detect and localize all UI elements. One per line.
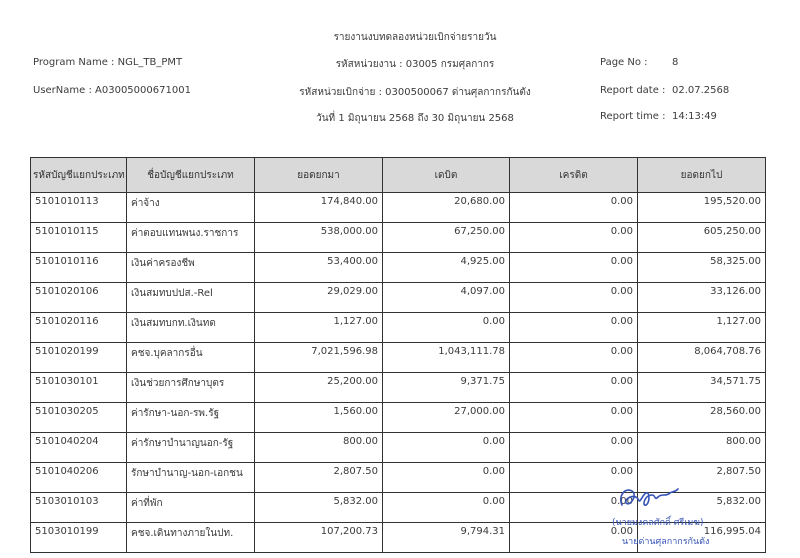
col-header-account-code: รหัสบัญชีแยกประเภท <box>31 158 127 193</box>
cell-brought-forward: 5,832.00 <box>255 493 383 523</box>
cell-carried-forward: 58,325.00 <box>638 253 766 283</box>
cell-debit: 0.00 <box>383 463 510 493</box>
cell-debit: 0.00 <box>383 493 510 523</box>
cell-brought-forward: 2,807.50 <box>255 463 383 493</box>
cell-credit: 0.00 <box>510 223 638 253</box>
cell-debit: 4,925.00 <box>383 253 510 283</box>
cell-debit: 27,000.00 <box>383 403 510 433</box>
table-row <box>31 193 766 223</box>
cell-carried-forward: 5,832.00 <box>638 493 766 523</box>
cell-account-code: 5103010199 <box>31 523 127 553</box>
cell-credit: 0.00 <box>510 313 638 343</box>
cell-brought-forward: 7,021,596.98 <box>255 343 383 373</box>
cell-brought-forward: 53,400.00 <box>255 253 383 283</box>
agency-code: รหัสหน่วยงาน : 03005 กรมศุลกากร <box>335 59 495 70</box>
disbursing-unit: รหัสหน่วยเบิกจ่าย : 0300500067 ด่านศุลกากรกันตัง <box>299 87 531 98</box>
cell-debit: 67,250.00 <box>383 223 510 253</box>
cell-account-name: ค่ารักษาบำนาญนอก-รัฐ <box>127 433 255 463</box>
cell-debit: 0.00 <box>383 433 510 463</box>
cell-carried-forward: 33,126.00 <box>638 283 766 313</box>
cell-account-name: ค่าตอบแทนพนง.ราชการ <box>127 223 255 253</box>
cell-account-name: เงินค่าครองชีพ <box>127 253 255 283</box>
cell-credit: 0.00 <box>510 193 638 223</box>
cell-account-code: 5101020116 <box>31 313 127 343</box>
date-range: วันที่ 1 มิถุนายน 2568 ถึง 30 มิถุนายน 2568 <box>316 113 514 124</box>
table-row <box>31 433 766 463</box>
col-header-carried-forward: ยอดยกไป <box>638 158 766 193</box>
cell-carried-forward: 8,064,708.76 <box>638 343 766 373</box>
report-date-label: Report date : <box>600 85 666 96</box>
cell-brought-forward: 29,029.00 <box>255 283 383 313</box>
cell-brought-forward: 174,840.00 <box>255 193 383 223</box>
table-row <box>31 403 766 433</box>
cell-credit: 0.00 <box>510 493 638 523</box>
cell-brought-forward: 800.00 <box>255 433 383 463</box>
cell-account-code: 5101020106 <box>31 283 127 313</box>
col-header-debit: เดบิต <box>383 158 510 193</box>
table-row <box>31 253 766 283</box>
cell-brought-forward: 25,200.00 <box>255 373 383 403</box>
table-row <box>31 373 766 403</box>
report-time-label: Report time : <box>600 111 666 122</box>
cell-account-code: 5101030101 <box>31 373 127 403</box>
cell-debit: 0.00 <box>383 313 510 343</box>
cell-account-code: 5101020199 <box>31 343 127 373</box>
table-row <box>31 223 766 253</box>
page-no-label: Page No : <box>600 57 648 68</box>
signer-name: (นายมงคลศักดิ์ ศรีเมฆ) <box>612 518 704 528</box>
table-row <box>31 283 766 313</box>
cell-credit: 0.00 <box>510 523 638 553</box>
cell-carried-forward: 1,127.00 <box>638 313 766 343</box>
report-title: รายงานงบทดลองหน่วยเบิกจ่ายรายวัน <box>333 32 497 43</box>
col-header-account-name: ชื่อบัญชีแยกประเภท <box>127 158 255 193</box>
cell-debit: 9,371.75 <box>383 373 510 403</box>
cell-credit: 0.00 <box>510 403 638 433</box>
cell-carried-forward: 28,560.00 <box>638 403 766 433</box>
cell-carried-forward: 116,995.04 <box>638 523 766 553</box>
cell-debit: 20,680.00 <box>383 193 510 223</box>
report-time: 14:13:49 <box>672 111 717 122</box>
username: UserName : A03005000671001 <box>33 85 191 96</box>
table-row <box>31 343 766 373</box>
cell-account-name: รักษาบำนาญ-นอก-เอกชน <box>127 463 255 493</box>
cell-account-code: 5101040206 <box>31 463 127 493</box>
cell-brought-forward: 1,560.00 <box>255 403 383 433</box>
page-no: 8 <box>672 57 679 68</box>
col-header-brought-forward: ยอดยกมา <box>255 158 383 193</box>
cell-brought-forward: 107,200.73 <box>255 523 383 553</box>
cell-carried-forward: 2,807.50 <box>638 463 766 493</box>
cell-carried-forward: 34,571.75 <box>638 373 766 403</box>
cell-account-name: ค่าจ้าง <box>127 193 255 223</box>
cell-account-code: 5101030205 <box>31 403 127 433</box>
cell-credit: 0.00 <box>510 283 638 313</box>
table-header-row <box>31 158 766 193</box>
cell-credit: 0.00 <box>510 433 638 463</box>
cell-carried-forward: 195,520.00 <box>638 193 766 223</box>
cell-credit: 0.00 <box>510 463 638 493</box>
cell-credit: 0.00 <box>510 373 638 403</box>
cell-account-name: เงินสมทบปปส.-Rel <box>127 283 255 313</box>
cell-account-code: 5101010116 <box>31 253 127 283</box>
cell-account-name: คชจ.เดินทางภายในปท. <box>127 523 255 553</box>
cell-carried-forward: 800.00 <box>638 433 766 463</box>
cell-debit: 1,043,111.78 <box>383 343 510 373</box>
cell-account-name: เงินช่วยการศึกษาบุตร <box>127 373 255 403</box>
cell-debit: 9,794.31 <box>383 523 510 553</box>
cell-account-name: ค่าที่พัก <box>127 493 255 523</box>
report-date: 02.07.2568 <box>672 85 730 96</box>
program-name: Program Name : NGL_TB_PMT <box>33 57 183 68</box>
cell-brought-forward: 538,000.00 <box>255 223 383 253</box>
cell-account-code: 5103010103 <box>31 493 127 523</box>
table-row <box>31 313 766 343</box>
cell-account-name: เงินสมทบกท.เงินทด <box>127 313 255 343</box>
cell-account-code: 5101010115 <box>31 223 127 253</box>
cell-account-name: ค่ารักษา-นอก-รพ.รัฐ <box>127 403 255 433</box>
cell-brought-forward: 1,127.00 <box>255 313 383 343</box>
cell-account-name: คชจ.บุคลากรอื่น <box>127 343 255 373</box>
cell-credit: 0.00 <box>510 253 638 283</box>
cell-account-code: 5101040204 <box>31 433 127 463</box>
cell-debit: 4,097.00 <box>383 283 510 313</box>
cell-account-code: 5101010113 <box>31 193 127 223</box>
signature-block <box>612 483 722 553</box>
signer-position: นายด่านศุลกากรกันตัง <box>622 537 710 547</box>
handwritten-signature-icon <box>616 483 686 513</box>
col-header-credit: เครดิต <box>510 158 638 193</box>
cell-carried-forward: 605,250.00 <box>638 223 766 253</box>
cell-credit: 0.00 <box>510 343 638 373</box>
